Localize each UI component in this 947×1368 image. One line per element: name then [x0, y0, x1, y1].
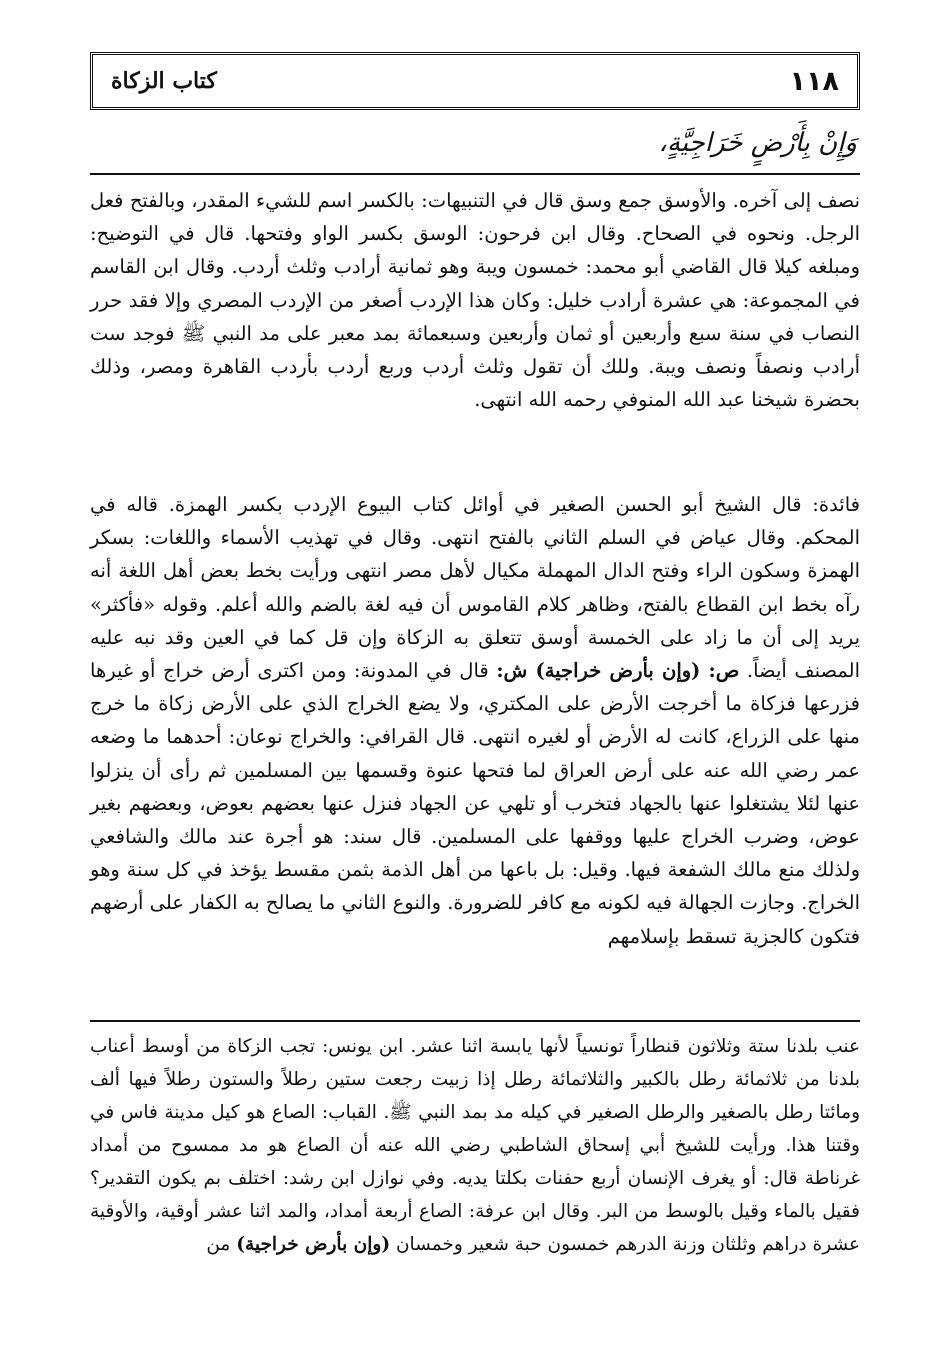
footnote-tail: من: [206, 1234, 231, 1255]
top-divider: [90, 173, 860, 175]
paragraph-2-text-a: فائدة: قال الشيخ أبو الحسن الصغير في أوائل كتاب البيوع الإردب بكسر الهمزة. قاله في المحكم. وقال عياض في السلم الثاني بالفتح انتهى. وقال في تهذيب الأسماء واللغات: بسكر الهمزة وسكون الراء وفتح الدال المهملة مكيال لأهل مصر انتهى ورأيت بخط بعض أهل اللغة أنه رآه بخط ابن القطاع بالفتح، وظاهر كلام القاموس أن فيه لغة بالضم والله أعلم. وقوله «فأكثر» يريد إلى أن ما زاد على الخمسة أوسق تتعلق به الزكاة وإن قل كما في العين وقد نبه عليه المصنف أيضاً.: [90, 493, 860, 683]
footnote-paragraph: [90, 1030, 860, 1261]
commentary-paragraph-1: نصف إلى آخره. والأوسق جمع وسق قال في التنبيهات: بالكسر اسم للشيء المقدر، وبالفتح فعل الرجل. ونحوه في الصحاح. وقال ابن فرحون: الوسق بكسر الواو وفتحها. قال في التوضيح: ومبلغه كيلا قال القاضي أبو محمد: خمسون ويبة وهو ثمانية أرادب وثلث أردب. وقال ابن القاسم في المجموعة: هي عشرة أرادب خليل: وكان هذا الإردب أصغر من الإردب المصري وإلا فقد حرر النصاب في سنة سبع وأربعين أو ثمان وأربعين وسبعمائة بمد معبر على مد النبي ﷺ فوجد ست أرادب ونصفاً ونصف ويبة. وللك أن تقول وثلث أردب وربع أردب بأردب القاهرة ومصر، وذلك بحضرة شيخنا عبد الله المنوفي رحمه الله انتهى.: [90, 189, 860, 412]
matn-quote-bold: ص: (وإن بأرض خراجية) ش:: [496, 659, 740, 683]
footnote-matn-quote: (وإن بأرض خراجية): [236, 1234, 391, 1255]
footnote-text: عنب بلدنا ستة وثلاثون قنطاراً تونسياً لأنها يابسة اثنا عشر. ابن يونس: تجب الزكاة من أوسط أعناب بلدنا من ثلاثمائة رطل بالكبير والثلاثمائة رطل إذا زبيت رجعت ستين رطلاً والستون رطلاً فيها ألف ومائتا رطل بالصغير والرطل الصغير في كيله مد بمد النبي ﷺ. القباب: الصاع هو كيل مدينة فاس في وقتنا هذا. ورأيت للشيخ أبي إسحاق الشاطبي رضي الله عنه أن الصاع هو مد ممسوح من أمداد غرناطة قال: أو يغرف الإنسان أربع حفنات بكلتا يديه. وفي نوازل ابن رشد: اختلف بم يكون التقدير؟ فقيل بالماء وقيل بالوسط من البر. وقال ابن عرفة: الصاع أربعة أمداد، والمد اثنا عشر أوقية، والأوقية عشرة دراهم وثلثان وزنة الدرهم خمسون حبة شعير وخمسان: [90, 1036, 860, 1255]
paragraph-2-text-b: قال في المدونة: ومن اكترى أرض خراج أو غيرها فزرعها فزكاة ما أخرجت الأرض على المكتري، ولا يضع الخراج الذي على الأرض زكاة ما خرج منها على الزراع، كانت له الأرض أو لغيره انتهى. قال القرافي: والخراج نوعان: أحدهما ما وضعه عمر رضي الله عنه على أرض العراق لما فتحها عنوة وقسمها بين المسلمين ثم رأى أن ينزلوا عنها لئلا يشتغلوا عنها بالجهاد فتخرب أو تلهي عن الجهاد فنزل عنها بعضهم بعوض، وبعضهم بغير عوض، وضرب الخراج عليها ووقفها على المسلمين. قال سند: هو أجرة عند مالك والشافعي ولذلك منع مالك الشفعة فيها. وقيل: بل باعها من أهل الذمة بثمن مقسط يؤخذ في كل سنة وهو الخراج. وجازت الجهالة فيه لكونه مع كافر للضرورة. والنوع الثاني ما يصالح به الكفار على أرضهم فتكون كالجزية تسقط بإسلامهم: [90, 659, 860, 948]
footnote-divider: [90, 1020, 860, 1022]
page-header: [90, 52, 860, 110]
book-title: كتاب الزكاة: [111, 68, 217, 94]
page-number: ١١٨: [789, 65, 839, 97]
commentary-paragraph-2: [90, 488, 860, 953]
matn-verse: وَإِنْ بِأَرْضٍ خَرَاجِيَّةٍ،: [658, 128, 857, 158]
